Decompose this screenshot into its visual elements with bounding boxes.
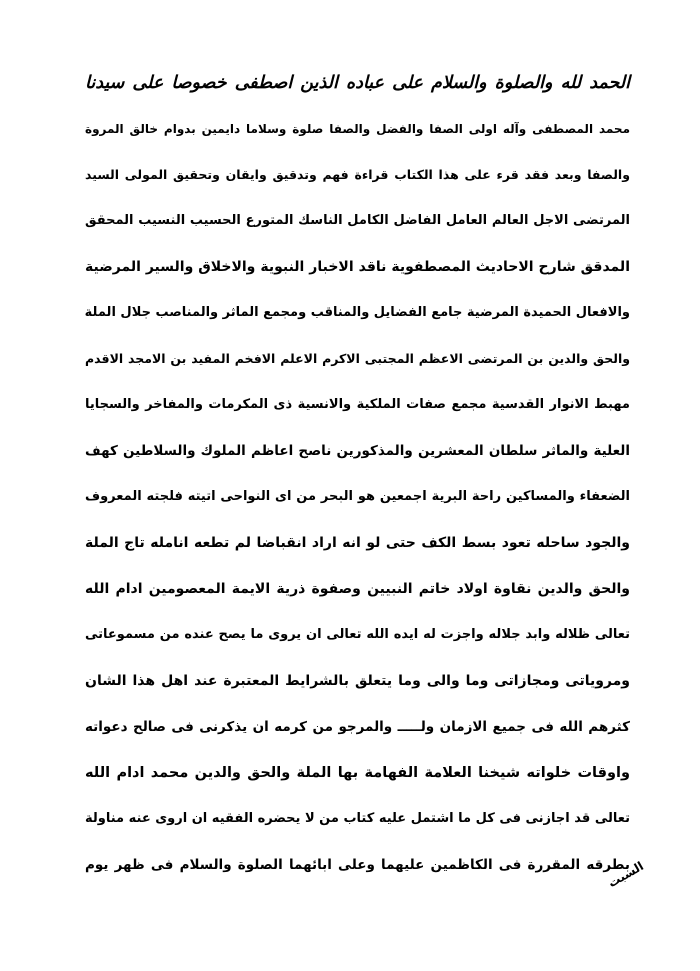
- manuscript-line-11: والجود ساحله تعود بسط الکف حتی لو انه اراد انقباضا لم تطعه انامله تاج الملة: [85, 535, 630, 551]
- manuscript-line-18: بطرقه المقررة فی الکاظمين عليهما وعلی ابائهما الصلوة والسلام فی ظهر يوم: [85, 857, 630, 873]
- manuscript-line-12: والحق والدين نقاوة اولاد خاتم النبيين وصفوة ذرية الايمة المعصومين ادام الله: [85, 581, 630, 597]
- manuscript-line-14: ومروياتی ومجازاتی وما والی وما يتعلق بالشرايط المعتبرة عند اهل هذا الشان: [85, 673, 630, 689]
- manuscript-line-8: مهبط الانوار القدسية مجمع صفات الملکية والانسية ذی المکرمات والمفاخر والسجايا: [85, 397, 630, 412]
- manuscript-line-7: والحق والدين بن المرتضی الاعظم المجتبی الاکرم الاعلم الافخم المفيد بن الامجد الاقدم: [85, 351, 630, 366]
- manuscript-line-2: محمد المصطفی وآله اولی الصفا والفضل والصفا صلوة وسلاما دايمين بدوام خالق المروة: [85, 122, 630, 136]
- manuscript-line-16: واوقات خلواته شيخنا العلامة الفهامة بها الملة والحق والدين محمد ادام الله: [85, 765, 630, 781]
- manuscript-line-15: کثرهم الله فی جميع الازمان ولـــــ والمرجو من کرمه ان يذکرنی فی صالح دعواته: [85, 719, 630, 735]
- manuscript-line-6: والافعال الحميدة المرضية جامع الفضايل والمناقب ومجمع الماثر والمناصب جلال الملة: [84, 305, 630, 320]
- manuscript-line-3: والصفا وبعد فقد قرء علی هذا الکتاب قراءة فهم وتدقيق وايقان وتحقيق المولی السيد: [85, 167, 630, 182]
- manuscript-line-4: المرتضی الاجل العالم العامل الفاضل الکامل الناسك المتورع الحسيب النسيب المحقق: [85, 213, 630, 228]
- manuscript-line-5: المدقق شارح الاحاديث المصطفوية ناقد الاخبار النبوية والاخلاق والسير المرضية: [85, 259, 630, 275]
- manuscript-line-17: تعالی قد اجازنی فی کل ما اشتمل عليه کتاب من لا يحضره الفقيه ان اروی عنه مناولة: [85, 811, 630, 826]
- manuscript-line-13: تعالی ظلاله وابد جلاله واجزت له ايده الله تعالی ان يروی ما يصح عنده من مسموعاتی: [85, 627, 630, 642]
- manuscript-text-block: [85, 60, 630, 888]
- manuscript-line-9: العلية والماثر سلطان المعشرين والمذکورين ناصح اعاظم الملوك والسلاطين کهف: [85, 443, 630, 459]
- manuscript-line-1: الحمد لله والصلوة والسلام علی عباده الذين اصطفی خصوصا علی سيدنا: [85, 73, 630, 93]
- manuscript-line-10: الضعفاء والمساکين راحة البرية اجمعين هو البحر من ای النواحی اتيته فلجته المعروف: [85, 489, 630, 504]
- margin-note-1: السبت: [605, 858, 646, 891]
